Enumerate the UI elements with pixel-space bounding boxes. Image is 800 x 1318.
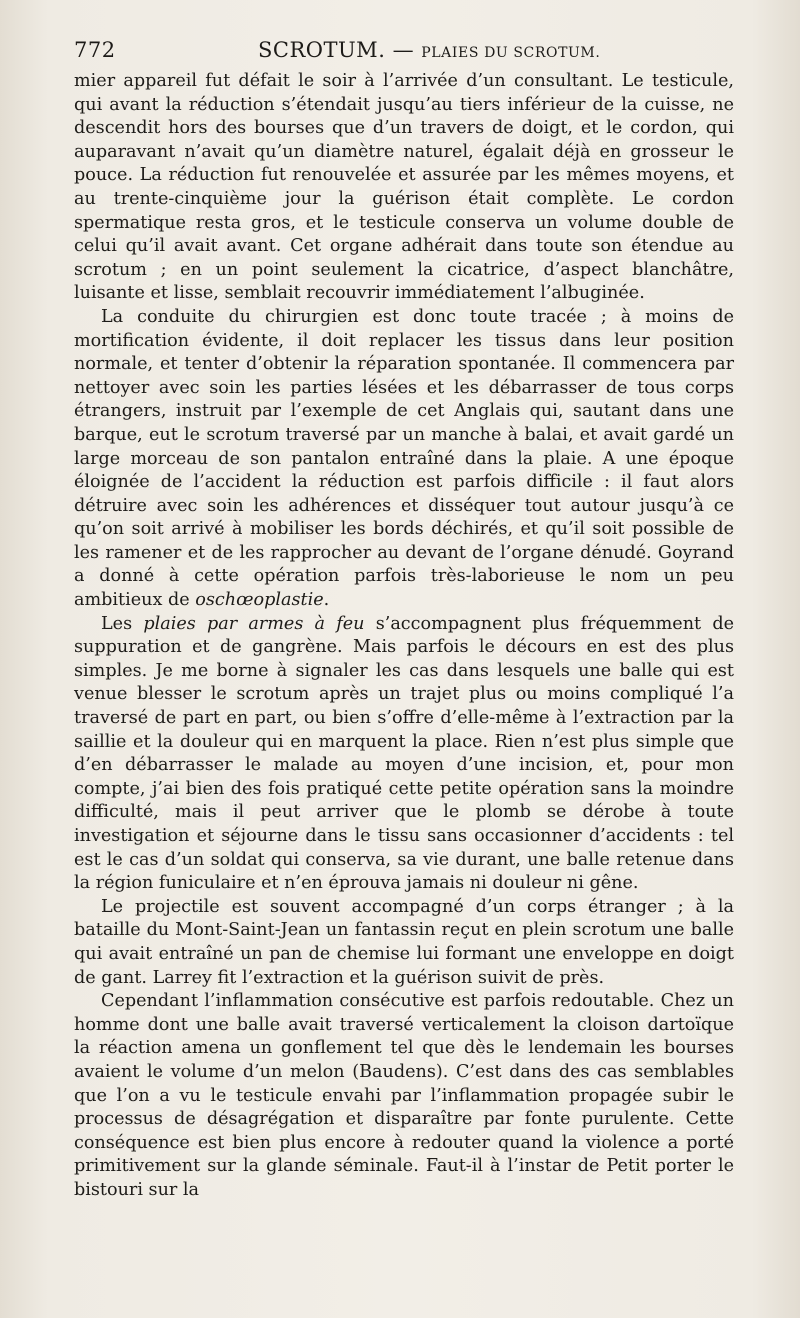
running-head-title: SCROTUM. <box>258 38 386 62</box>
paragraph-1-text: mier appareil fut défait le soir à l’arrivée d’un consultant. Le testicule, qui avant la réduction s’étendait jusqu’au tiers inférieur de la cuisse, ne descendit hors des bourses que d’un travers de doigt, et le cordon, qui auparavant n’avait qu’un diamètre naturel, égalait déjà en grosseur le pouce. La réduction fut renouvelée et assurée par les mêmes moyens, et au trente-cinquième jour la guérison était complète. Le cordon spermatique resta gros, et le testicule conserva un volume double de celui qu’il avait avant. Cet organe adhérait dans toute son étendue au scrotum ; en un point seulement la cicatrice, d’aspect blanchâtre, luisante et lisse, semblait recouvrir immédiatement l’albuginée. <box>74 71 734 304</box>
paragraph-2 <box>74 306 734 613</box>
running-head <box>258 38 600 62</box>
term-plaies-armes-feu: plaies par armes à feu <box>143 613 365 634</box>
page-header <box>74 38 734 68</box>
page-number: 772 <box>74 38 116 62</box>
paragraph-3-start: Les <box>101 613 144 634</box>
paragraph-2-text: La conduite du chirurgien est donc toute tracée ; à moins de mortification évidente, il doit replacer les tissus dans leur position normale, et tenter d’obtenir la réparation spontanée. Il commencera par nettoyer avec soin les parties lésées et les débarrasser de tous corps étrangers, instruit par l’exemple de cet Anglais qui, sautant dans une barque, eut le scrotum traversé par un manche à balai, et avait gardé un large morceau de son pantalon entraîné dans la plaie. A une époque éloignée de l’accident la réduction est parfois difficile : il faut alors détruire avec soin les adhérences et disséquer tout autour jusqu’à ce qu’on soit arrivé à mobiliser les bords déchirés, et qu’il soit possible de les ramener et de les rapprocher au devant de l’organe dénudé. Goyrand a donné à cette opération parfois très-laborieuse le nom un peu ambitieux de <box>74 306 734 611</box>
running-head-subtitle: PLAIES DU SCROTUM. <box>421 45 601 61</box>
paragraph-4-text: Le projectile est souvent accompagné d’un corps étranger ; à la bataille du Mont-Saint-Jean un fantassin reçut en plein scrotum une balle qui avait entraîné un pan de chemise lui formant une enveloppe en doigt de gant. Larrey fit l’extraction et la guérison suivit de près. <box>74 896 734 988</box>
paragraph-1 <box>74 70 734 306</box>
term-oschoeoplastie: oschœoplastie <box>195 590 324 611</box>
running-head-separator: — <box>392 38 415 62</box>
page-body <box>74 70 734 1203</box>
paragraph-4 <box>74 896 734 990</box>
paragraph-5-text: Cependant l’inflammation consécutive est parfois redoutable. Chez un homme dont une balle avait traversé verticalement la cloison dartoïque la réaction amena un gonflement tel que dès le lendemain les bourses avaient le volume d’un melon (Baudens). C’est dans des cas semblables que l’on a vu le testicule envahi par l’inflammation propagée subir le processus de désagrégation et disparaître par fonte purulente. Cette conséquence est bien plus encore à redouter quand la violence a porté primitivement sur la glande séminale. Faut-il à l’instar de Petit porter le bistouri sur la <box>74 991 734 1200</box>
paragraph-3-text: s’accompagnent plus fréquemment de suppuration et de gangrène. Mais parfois le décours en est des plus simples. Je me borne à signaler les cas dans lesquels une balle qui est venue blesser le scrotum après un trajet plus ou moins compliqué l’a traversé de part en part, ou bien s’offre d’elle-même à l’extraction par la saillie et la douleur qui en marquent la place. Rien n’est plus simple que d’en débarrasser le malade au moyen d’une incision, et, pour mon compte, j’ai bien des fois pratiqué cette petite opération sans la moindre difficulté, mais il peut arriver que le plomb se dérobe à toute investigation et séjourne dans le tissu sans occasionner d’accidents : tel est le cas d’un soldat qui conserva, sa vie durant, une balle retenue dans la région funiculaire et n’en éprouva jamais ni douleur ni gêne. <box>74 613 734 894</box>
paragraph-2-end: . <box>323 590 330 611</box>
paragraph-5 <box>74 990 734 1202</box>
paragraph-3 <box>74 613 734 896</box>
